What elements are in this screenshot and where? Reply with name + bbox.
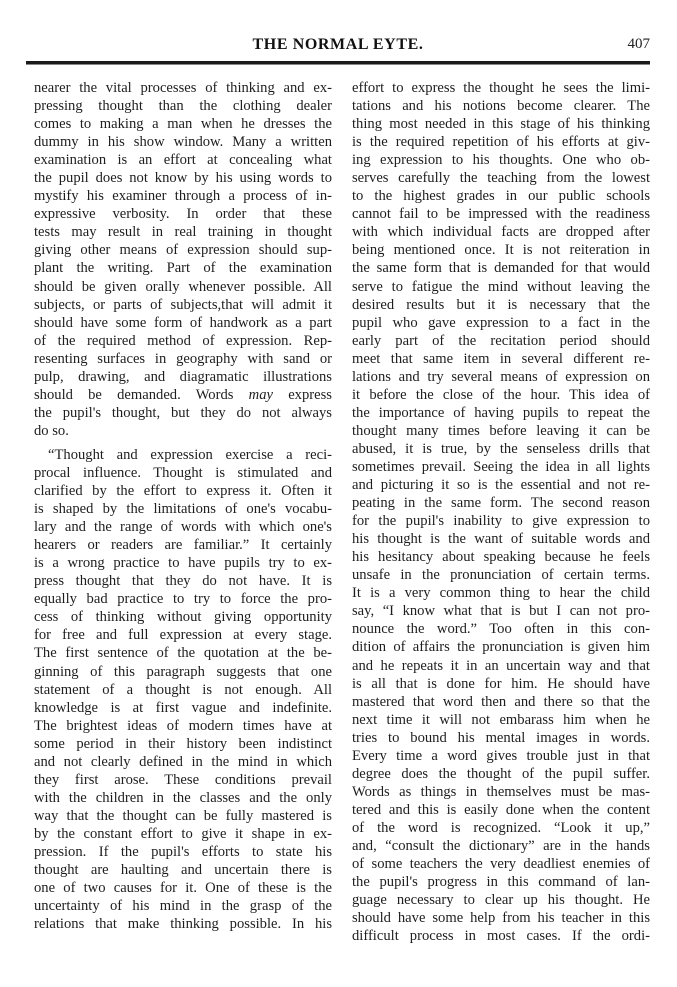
- text-line: for the pupil's inability to give expression to: [352, 513, 650, 530]
- text-line: serves carefully the teaching from the lowest: [352, 170, 650, 187]
- paragraph: [352, 79, 650, 945]
- text-line: difficult process in most cases. If the ordi-: [352, 928, 650, 945]
- text-line: of some teachers the very deadliest enemies of: [352, 856, 650, 873]
- text-line: of the word is recognized. “Look it up,”: [352, 819, 650, 836]
- text-line: “Thought and expression exercise a reci-: [48, 446, 332, 463]
- text-line: plant the writing. Part of the examination: [34, 260, 332, 277]
- text-line: and not clearly defined in the mind in which: [34, 753, 332, 770]
- text-line: abused, it is true, by the senseless drills that: [352, 440, 650, 457]
- text-line: dummy in his show window. Many a written: [34, 134, 332, 151]
- text-line: desired results but it is necessary that the: [352, 296, 650, 313]
- text-line: press thought that they do not have. It is: [34, 573, 332, 590]
- text-line: the importance of having pupils to repeat the: [352, 404, 650, 421]
- text-line: is a wrong practice to have pupils try to ex-: [34, 555, 332, 572]
- page-header: [26, 30, 650, 64]
- text-line: giving other means of expression should sup-: [34, 242, 332, 259]
- text-line: Every time a word gives trouble just in that: [352, 747, 650, 764]
- text-line: subjects, or parts of subjects,that will admit it: [34, 296, 332, 313]
- text-line: should be given orally whenever possible. All: [34, 278, 332, 295]
- text-line: pulp, drawing, and diagramatic illustrations: [34, 368, 332, 385]
- text-line: nearer the vital processes of thinking and ex-: [34, 80, 332, 96]
- text-line: should have some form of handwork as a part: [34, 314, 332, 331]
- text-line: for free and full expression at every stage.: [34, 627, 332, 644]
- text-line: they first arose. These conditions prevail: [34, 771, 332, 788]
- text-line: with the children in the classes and the only: [34, 789, 332, 806]
- text-line: some period in their history been indistinct: [34, 735, 332, 752]
- header-rule: [26, 61, 650, 65]
- paragraph: [34, 446, 332, 933]
- text-line: peating in the same form. The second reason: [352, 495, 650, 512]
- text-line: ginning of this paragraph suggests that one: [34, 663, 332, 680]
- text-line: one of two causes for it. One of these is the: [34, 880, 332, 897]
- text-line: the pupil's thought, but they do not always: [34, 404, 332, 421]
- text-line: meet that same item in several different re-: [352, 350, 650, 367]
- text-line: ing expression to his thoughts. One who ob-: [352, 152, 650, 169]
- running-title: THE NORMAL EYTE.: [252, 36, 424, 53]
- text-line: serve to fatigue the mind without leaving the: [352, 278, 650, 295]
- text-line: degree does the thought of the pupil suffer.: [352, 765, 650, 782]
- text-line: thought are haulting and uncertain there is: [34, 862, 332, 879]
- text-line: comes to making a man when he dresses the: [34, 116, 332, 133]
- text-line: tries to bound his mental images in words.: [352, 729, 650, 746]
- text-line: The first sentence of the quotation at the be-: [34, 645, 332, 662]
- text-line: resenting surfaces in geography with sand or: [34, 350, 332, 367]
- text-line: clarified by the effort to express it. Often it: [34, 483, 332, 500]
- text-line: way that the thought can be fully mastered is: [34, 807, 332, 824]
- text-line: lations and try several means of expression on: [352, 368, 650, 385]
- text-line: It is a very common thing to hear the child: [352, 585, 650, 602]
- text-line: knowledge is at first vague and indefinite.: [34, 699, 332, 716]
- text-line: examination is an effort at concealing what: [34, 152, 332, 169]
- text-line: the same form that is demanded for that would: [352, 260, 650, 277]
- text-line: tests may result in real training in thought: [34, 224, 332, 241]
- text-line: is all that is done for him. He should have: [352, 675, 650, 692]
- text-line: statement of a thought is not enough. All: [34, 681, 332, 698]
- text-line: pupil who gave expression to a fact in the: [352, 314, 650, 331]
- page-number: 407: [627, 36, 650, 52]
- text-line: is shaped by the limitations of one's vocabu-: [34, 501, 332, 518]
- text-line: tered and this is easily done when the content: [352, 801, 650, 818]
- text-line: early part of the recitation period should: [352, 332, 650, 349]
- text-line: hearers or readers are familiar.” It certainly: [34, 537, 332, 554]
- text-line: his hesitancy about speaking because he feels: [352, 549, 650, 566]
- text-line: tations and his notions become clearer. The: [352, 98, 650, 115]
- text-line: mystify his examiner through a process of in-: [34, 188, 332, 205]
- text-line: is the required repetition of his efforts at giv-: [352, 134, 650, 151]
- left-column: [34, 79, 332, 933]
- text-line: to the highest grades in our public schools: [352, 188, 650, 205]
- text-line: the pupil's progress in this command of lan-: [352, 874, 650, 891]
- text-line: nounce the word.” Too often in this con-: [352, 621, 650, 638]
- text-fragment: should be demanded. Words: [34, 386, 234, 403]
- text-line: should have some help from his teacher in this: [352, 910, 650, 927]
- right-column: [352, 79, 650, 945]
- text-line: lary and the range of words with which one's: [34, 519, 332, 536]
- text-line: and he repeats it in an uncertain way and that: [352, 657, 650, 674]
- text-line: thought many times before leaving it can be: [352, 422, 650, 439]
- text-line: cannot fail to be impressed with the readiness: [352, 206, 650, 223]
- text-line: being mentioned once. It is not reiteration in: [352, 242, 650, 259]
- text-line: next time it will not embarass him when he: [352, 711, 650, 728]
- text-line: by the constant effort to give it shape in ex-: [34, 825, 332, 842]
- text-line: guage necessary to clear up his thought. He: [352, 892, 650, 909]
- text-line: procal influence. Thought is stimulated and: [34, 464, 332, 481]
- text-line: it before the close of the hour. This idea of: [352, 386, 650, 403]
- text-line: cess of thinking without giving opportunity: [34, 609, 332, 626]
- text-line: Words as things in themselves must be mas-: [352, 783, 650, 800]
- text-line: equally bad practice to try to force the pro-: [34, 591, 332, 608]
- text-line: say, “I know what that is but I can not pro-: [352, 603, 650, 620]
- text-line: [34, 386, 332, 404]
- text-fragment: express: [288, 386, 332, 403]
- text-line: effort to express the thought he sees the limi-: [352, 80, 650, 96]
- text-line: unsafe in the pronunciation of certain terms.: [352, 567, 650, 584]
- text-line: mastered that word then and there so that the: [352, 693, 650, 710]
- text-line: of the required method of expression. Rep-: [34, 332, 332, 349]
- text-line: thing most needed in this stage of his thinking: [352, 116, 650, 133]
- paragraph: [34, 79, 332, 440]
- text-line: relations that make thinking possible. In his: [34, 916, 332, 933]
- text-line: the pupil does not know by his using words to: [34, 170, 332, 187]
- text-line: with which individual facts are dropped after: [352, 224, 650, 241]
- text-line: sometimes prevail. Seeing the idea in all lights: [352, 458, 650, 475]
- text-line: do so.: [34, 422, 69, 439]
- text-line: dition of affairs the pronunciation is given him: [352, 639, 650, 656]
- text-line: expressive verbosity. In order that these: [34, 206, 332, 223]
- text-line: The brightest ideas of modern times have at: [34, 717, 332, 734]
- text-line: uncertainty of his mind in the grasp of the: [34, 898, 332, 915]
- emphasis-word: may: [248, 386, 273, 403]
- text-line: his thought is the want of suitable words and: [352, 531, 650, 548]
- text-line: pression. If the pupil's efforts to state his: [34, 843, 332, 860]
- text-line: and picturing it so is the essential and not re-: [352, 477, 650, 494]
- text-line: pressing thought than the clothing dealer: [34, 98, 332, 115]
- text-line: and, “consult the dictionary” are in the hands: [352, 837, 650, 854]
